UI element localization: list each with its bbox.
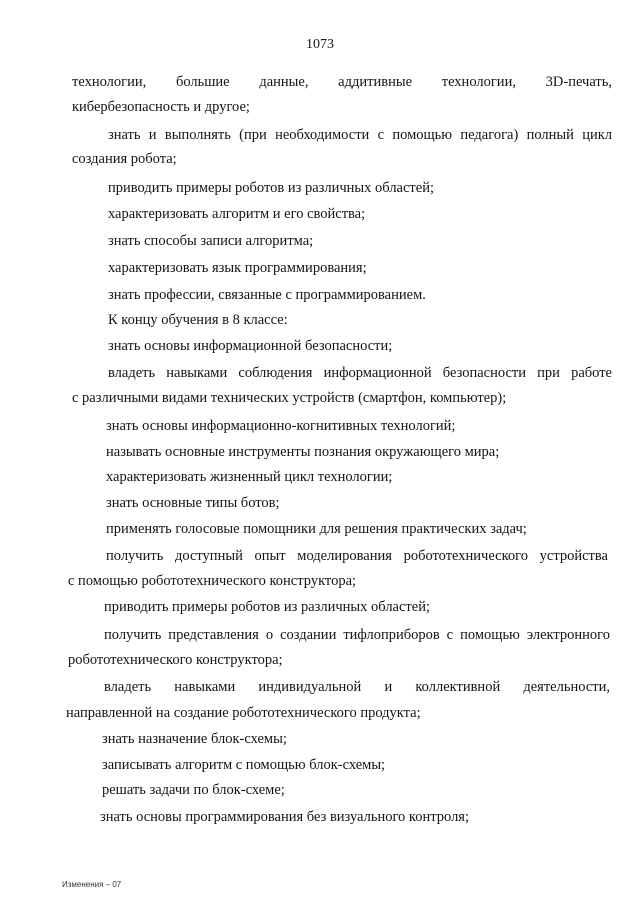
text-line: знать и выполнять (при необходимости с помощью педагога) полный цикл (108, 127, 612, 143)
text-line: называть основные инструменты познания окружающего мира; (106, 444, 500, 460)
text-line: знать основы информационной безопасности; (108, 338, 393, 354)
text-line: с различными видами технических устройств (смартфон, компьютер); (72, 390, 507, 406)
text-line: кибербезопасность и другое; (72, 99, 250, 115)
text-line: К концу обучения в 8 классе: (108, 312, 288, 328)
text-line: знать профессии, связанные с программированием. (108, 287, 426, 303)
text-line: характеризовать алгоритм и его свойства; (108, 206, 366, 222)
footer-revision: Изменения – 07 (62, 880, 122, 889)
text-line: знать основы программирования без визуального контроля; (100, 809, 469, 825)
text-line: владеть навыками соблюдения информационной безопасности при работе (108, 365, 612, 381)
text-line: характеризовать язык программирования; (108, 260, 367, 276)
text-line: владеть навыками индивидуальной и коллективной деятельности, (104, 679, 610, 695)
text-line: знать основы информационно-когнитивных технологий; (106, 418, 456, 434)
text-line: с помощью робототехнического конструктора; (68, 573, 357, 589)
text-line: решать задачи по блок-схеме; (102, 782, 285, 798)
text-line: записывать алгоритм с помощью блок-схемы; (102, 757, 386, 773)
text-line: характеризовать жизненный цикл технологии; (106, 469, 393, 485)
text-line: получить доступный опыт моделирования робототехнического устройства (106, 548, 608, 564)
text-line: применять голосовые помощники для решения практических задач; (106, 521, 527, 537)
text-line: создания робота; (72, 151, 177, 167)
text-line: направленной на создание робототехнического продукта; (66, 705, 421, 721)
text-line: приводить примеры роботов из различных областей; (108, 180, 434, 196)
text-line: знать основные типы ботов; (106, 495, 280, 511)
text-line: технологии, большие данные, аддитивные технологии, 3D-печать, (72, 74, 612, 90)
text-line: робототехнического конструктора; (68, 652, 283, 668)
page-number: 1073 (306, 37, 334, 52)
text-line: знать способы записи алгоритма; (108, 233, 314, 249)
text-line: получить представления о создании тифлоприборов с помощью электронного (104, 627, 610, 643)
text-line: знать назначение блок-схемы; (102, 731, 287, 747)
text-line: приводить примеры роботов из различных областей; (104, 599, 430, 615)
